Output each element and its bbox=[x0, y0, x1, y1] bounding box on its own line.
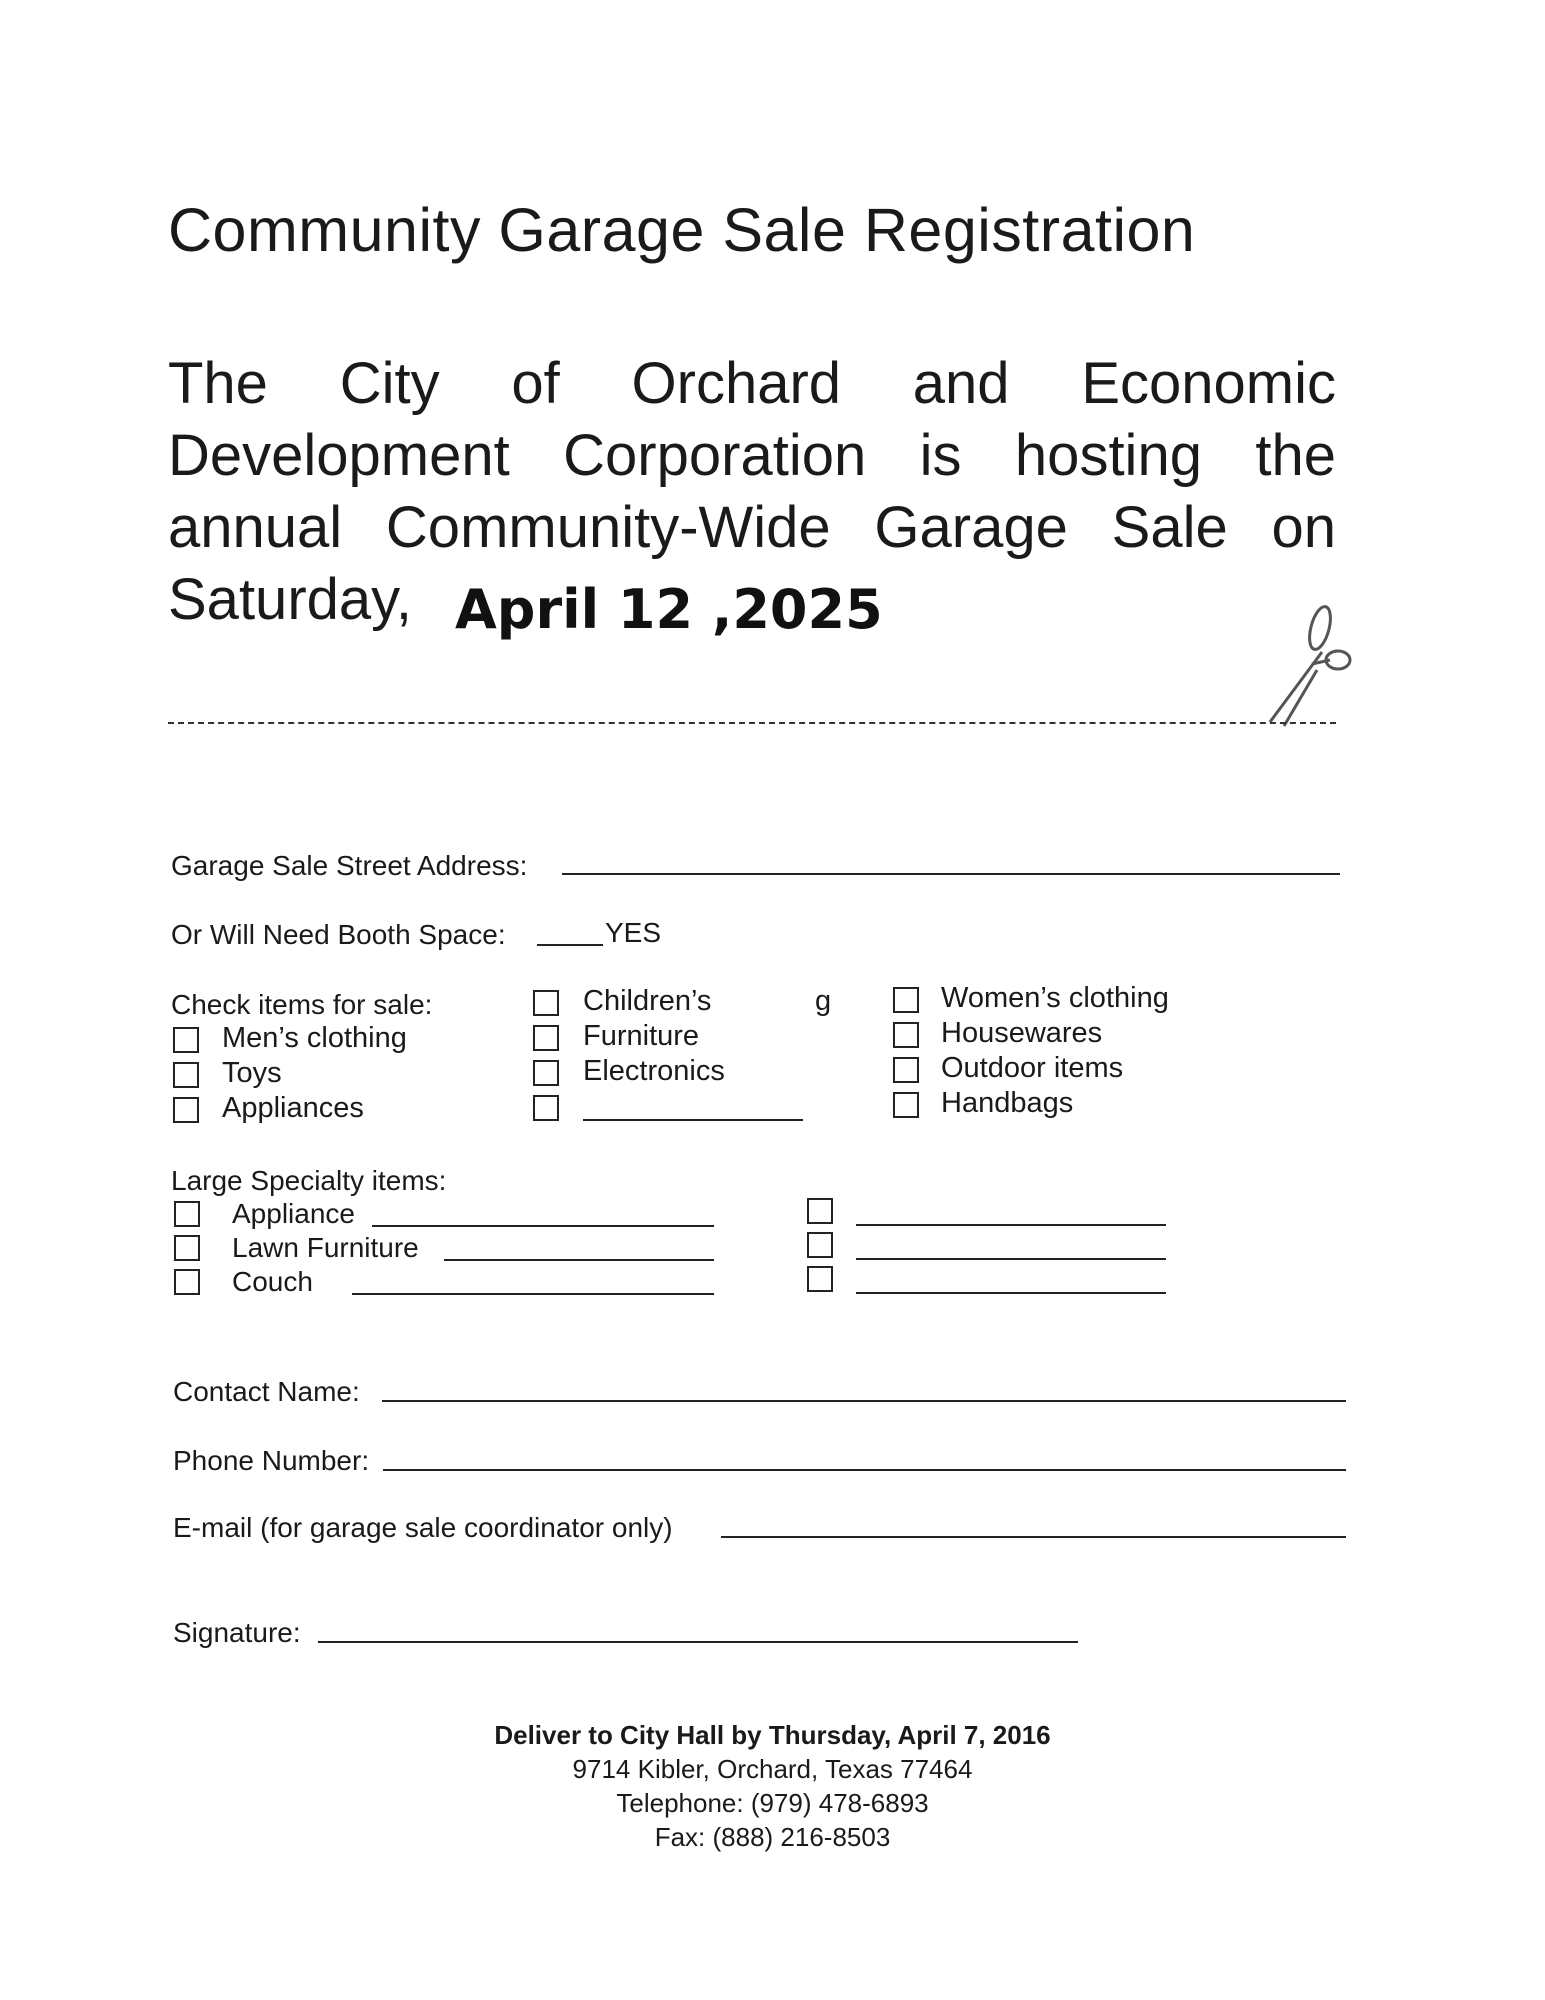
specialty-extra-3-field[interactable] bbox=[856, 1292, 1166, 1294]
checkbox-other-item[interactable] bbox=[533, 1095, 559, 1121]
checkbox-specialty-appliance[interactable] bbox=[174, 1201, 200, 1227]
item-toys: Toys bbox=[222, 1057, 282, 1089]
cut-line bbox=[168, 722, 1336, 724]
other-item-field[interactable] bbox=[583, 1119, 803, 1121]
telephone: Telephone: (979) 478-6893 bbox=[616, 1788, 929, 1818]
contact-name-label: Contact Name: bbox=[173, 1376, 360, 1407]
checkbox-furniture[interactable] bbox=[533, 1025, 559, 1051]
specialty-couch: Couch bbox=[232, 1266, 313, 1297]
booth-space-value: YES bbox=[605, 917, 662, 948]
city-hall-address: 9714 Kibler, Orchard, Texas 77464 bbox=[572, 1754, 973, 1784]
specialty-couch-field[interactable] bbox=[352, 1293, 714, 1295]
specialty-items-label: Large Specialty items: bbox=[171, 1165, 447, 1196]
item-childrens: Children’s bbox=[583, 985, 712, 1017]
item-electronics: Electronics bbox=[583, 1055, 725, 1087]
page-title: Community Garage Sale Registration bbox=[168, 196, 1196, 264]
event-date: April 12 ,2025 bbox=[455, 578, 883, 641]
checkbox-womens-clothing[interactable] bbox=[893, 987, 919, 1013]
checkbox-housewares[interactable] bbox=[893, 1022, 919, 1048]
specialty-appliance-field[interactable] bbox=[372, 1225, 714, 1227]
intro-line-2: Development Corporation is hosting the bbox=[168, 423, 1336, 488]
signature-field[interactable] bbox=[318, 1641, 1078, 1643]
street-address-label: Garage Sale Street Address: bbox=[171, 850, 528, 881]
checkbox-appliances[interactable] bbox=[173, 1097, 199, 1123]
checkbox-specialty-extra-3[interactable] bbox=[807, 1266, 833, 1292]
specialty-extra-1-field[interactable] bbox=[856, 1224, 1166, 1226]
checkbox-electronics[interactable] bbox=[533, 1060, 559, 1086]
items-for-sale-label: Check items for sale: bbox=[171, 989, 433, 1020]
item-handbags: Handbags bbox=[941, 1087, 1074, 1119]
email-label: E-mail (for garage sale coordinator only) bbox=[173, 1512, 673, 1543]
checkbox-specialty-extra-2[interactable] bbox=[807, 1232, 833, 1258]
booth-space-label: Or Will Need Booth Space: bbox=[171, 919, 506, 950]
checkbox-mens-clothing[interactable] bbox=[173, 1027, 199, 1053]
item-childrens-fragment: g bbox=[815, 985, 832, 1017]
specialty-lawn-furniture: Lawn Furniture bbox=[232, 1232, 419, 1263]
item-womens-clothing: Women’s clothing bbox=[941, 982, 1169, 1014]
street-address-field[interactable] bbox=[562, 873, 1340, 875]
fax: Fax: (888) 216-8503 bbox=[654, 1822, 891, 1852]
phone-number-label: Phone Number: bbox=[173, 1445, 370, 1476]
booth-space-field[interactable] bbox=[537, 944, 603, 946]
checkbox-outdoor-items[interactable] bbox=[893, 1057, 919, 1083]
checkbox-specialty-lawn-furniture[interactable] bbox=[174, 1235, 200, 1261]
contact-name-field[interactable] bbox=[382, 1400, 1346, 1402]
specialty-extra-2-field[interactable] bbox=[856, 1258, 1166, 1260]
checkbox-specialty-couch[interactable] bbox=[174, 1269, 200, 1295]
checkbox-childrens[interactable] bbox=[533, 990, 559, 1016]
specialty-lawn-furniture-field[interactable] bbox=[444, 1259, 714, 1261]
intro-line-3: annual Community-Wide Garage Sale on bbox=[168, 495, 1336, 560]
item-furniture: Furniture bbox=[583, 1020, 700, 1052]
checkbox-handbags[interactable] bbox=[893, 1092, 919, 1118]
deliver-instructions: Deliver to City Hall by Thursday, April 7, 2016 bbox=[494, 1720, 1051, 1750]
item-appliances: Appliances bbox=[222, 1092, 364, 1124]
checkbox-toys[interactable] bbox=[173, 1062, 199, 1088]
intro-line-4: Saturday, bbox=[168, 567, 412, 632]
signature-label: Signature: bbox=[173, 1617, 301, 1648]
checkbox-specialty-extra-1[interactable] bbox=[807, 1198, 833, 1224]
email-field[interactable] bbox=[721, 1536, 1346, 1538]
item-outdoor-items: Outdoor items bbox=[941, 1052, 1124, 1084]
phone-number-field[interactable] bbox=[383, 1469, 1346, 1471]
specialty-appliance: Appliance bbox=[232, 1198, 355, 1229]
footer bbox=[0, 1718, 1545, 1854]
item-housewares: Housewares bbox=[941, 1017, 1103, 1049]
item-mens-clothing: Men’s clothing bbox=[222, 1022, 407, 1054]
scissors-icon bbox=[1262, 600, 1354, 735]
intro-line-1: The City of Orchard and Economic bbox=[168, 351, 1336, 416]
